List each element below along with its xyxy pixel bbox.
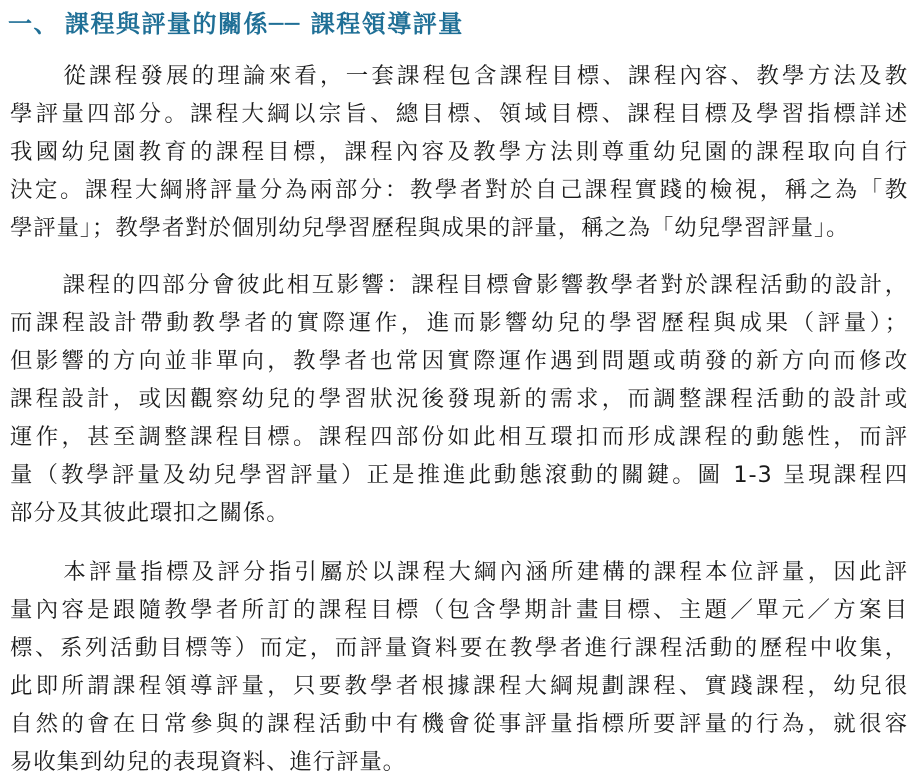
text-line: 學評量」；教學者對於個別幼兒學習歷程與成果的評量，稱之為「幼兒學習評量」。 [10,215,850,241]
paragraph-curriculum-parts [10,57,908,247]
text-line: 自然的會在日常參與的課程活動中有機會從事評量指標所要評量的行為，就很容 [10,711,908,737]
paragraph-mutual-influence [10,266,908,532]
line-text: 從課程發展的理論來看，一套課程包含課程目標、課程內容、教學方法及教 [61,63,908,89]
text-line: 運作，甚至調整課程目標。課程四部份如此相互環扣而形成課程的動態性，而評 [10,424,908,450]
text-line: 部分及其彼此環扣之關係。 [10,500,290,526]
text-line: 而課程設計帶動教學者的實際運作，進而影響幼兒的學習歷程與成果（評量）； [10,310,908,336]
section-number: 一、 [8,9,59,38]
heading-highlight [61,4,468,39]
line-text: 課程的四部分會彼此相互影響：課程目標會影響教學者對於課程活動的設計， [61,272,908,298]
text-line: 量內容是跟隨教學者所訂的課程目標（包含學期計畫目標、主題／單元／方案目 [10,597,908,623]
section-heading [8,3,468,39]
text-line: 我國幼兒園教育的課程目標，課程內容及教學方法則尊重幼兒園的課程取向自行 [10,139,908,165]
text-line: 決定。課程大綱將評量分為兩部分：教學者對於自己課程實踐的檢視，稱之為「教 [10,177,908,203]
line-text: 本評量指標及評分指引屬於以課程大綱內涵所建構的課程本位評量，因此評 [61,559,908,585]
text-line: 易收集到幼兒的表現資料、進行評量。 [10,749,406,775]
text-line [10,57,908,95]
text-line: 但影響的方向並非單向，教學者也常因實際運作遇到問題或萌發的新方向而修改 [10,348,908,374]
text-line: 量（教學評量及幼兒學習評量）正是推進此動態滾動的關鍵。圖 1-3 呈現課程四 [10,462,908,488]
text-line [10,553,908,591]
text-line [10,266,908,304]
text-line: 學評量四部分。課程大綱以宗旨、總目標、領域目標、課程目標及學習指標詳述 [10,101,908,127]
paragraph-curriculum-based-assessment [10,553,908,781]
text-line: 此即所謂課程領導評量，只要教學者根據課程大綱規劃課程、實踐課程，幼兒很 [10,673,908,699]
text-line: 標、系列活動目標等）而定，而評量資料要在教學者進行課程活動的歷程中收集， [10,635,908,661]
text-line: 課程設計，或因觀察幼兒的學習狀況後發現新的需求，而調整課程活動的設計或 [10,386,908,412]
section-title: 課程與評量的關係── 課程領導評量 [65,9,464,38]
